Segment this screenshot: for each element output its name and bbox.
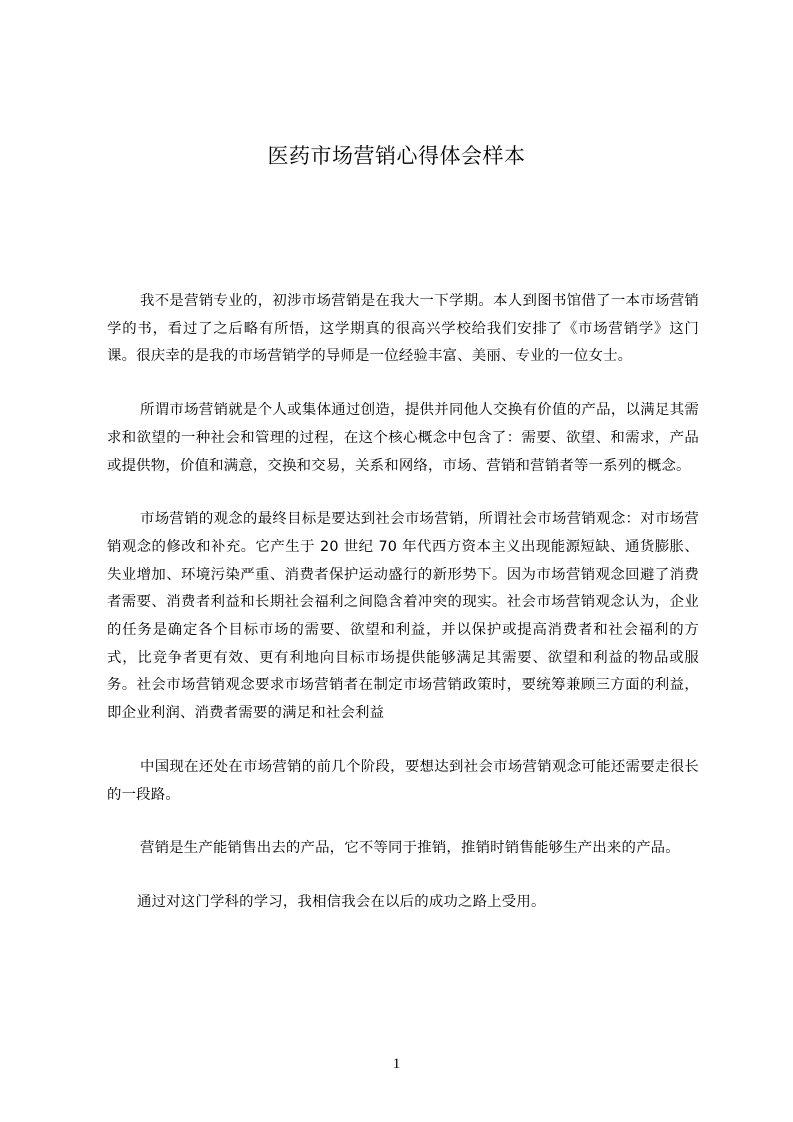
paragraph-definition: 所谓市场营销就是个人或集体通过创造，提供并同他人交换有价值的产品，以满足其需求和欲望的一种社会和管理的过程，在这个核心概念中包含了：需要、欲望、和需求，产品或提供物，价值和满意，交换和交易，关系和网络，市场、营销和营销者等一系列的概念。 bbox=[107, 402, 699, 474]
paragraph-marketing-vs-selling: 营销是生产能销售出去的产品，它不等同于推销，推销时销售能够生产出来的产品。 bbox=[140, 840, 680, 857]
paragraph-china-status: 中国现在还处在市场营销的前几个阶段，要想达到社会市场营销观念可能还需要走很长的一段路。 bbox=[107, 758, 699, 803]
document-title: 医药市场营销心得体会样本 bbox=[267, 144, 526, 168]
paragraph-social-marketing: 市场营销的观念的最终目标是要达到社会市场营销，所谓社会市场营销观念：对市场营销观念的修改和补充。它产生于 20 世纪 70 年代西方资本主义出现能源短缺、通货膨胀、失业增加、环境污染严重、消费者保护运动盛行的新形势下。因为市场营销观念回避了消费者需要、消费者利益和长期社会福利之间隐含着冲突的现实。社会市场营销观念认为，企业的任务是确定各个目标市场的需要、欲望和利益，并以保护或提高消费者和社会福利的方式，比竞争者更有效、更有利地向目标市场提供能够满足其需要、欲望和利益的物品或服务。社会市场营销观念要求市场营销者在制定市场营销政策时，要统筹兼顾三方面的利益，即企业利润、消费者需要的满足和社会利益 bbox=[107, 511, 699, 722]
document-body bbox=[107, 288, 699, 943]
paragraph-conclusion: 通过对这门学科的学习，我相信我会在以后的成功之路上受用。 bbox=[137, 893, 546, 910]
page-number: 1 bbox=[392, 1056, 401, 1072]
paragraph-intro: 我不是营销专业的，初涉市场营销是在我大一下学期。本人到图书馆借了一本市场营销学的书，看过了之后略有所悟，这学期真的很高兴学校给我们安排了《市场营销学》这门课。很庆幸的是我的市场营销学的导师是一位经验丰富、美丽、专业的一位女士。 bbox=[107, 293, 699, 365]
